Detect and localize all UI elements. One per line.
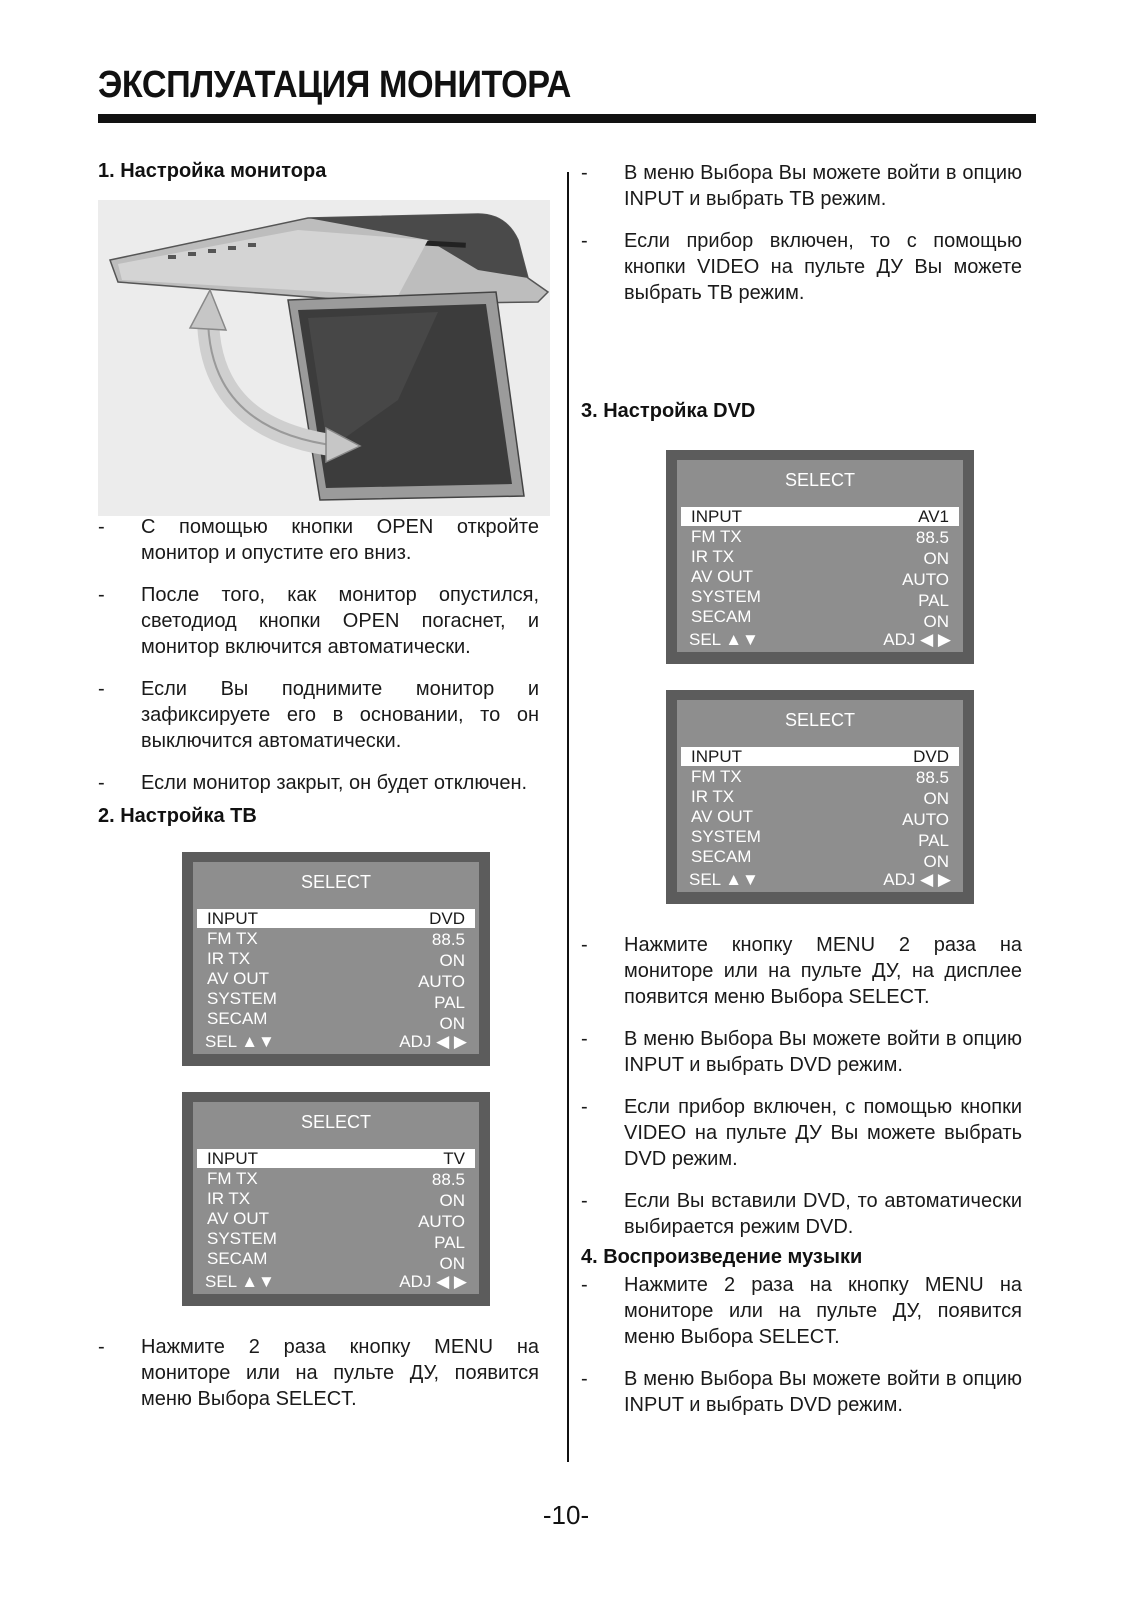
osd-value: AUTO (418, 1212, 465, 1231)
osd-adj-hint: ADJ ◀ ▶ (399, 1032, 467, 1051)
osd-select-menu-dvd-2 (666, 690, 974, 904)
osd-value: 88.5 (915, 768, 949, 787)
section-2-bullets-right (581, 160, 1022, 322)
section-4-bullets (581, 1272, 1022, 1434)
osd-select-menu-dvd-1 (666, 450, 974, 664)
osd-value: AUTO (902, 810, 949, 829)
list-item: - После того, как монитор опустился, светодиод кнопки OPEN погаснет, и монитор включится автоматически. (98, 584, 539, 658)
list-item: - В меню Выбора Вы можете войти в опцию INPUT и выбрать DVD режим. (581, 1028, 1022, 1076)
osd-label: FM TX (207, 929, 258, 948)
osd-value: ON (923, 612, 949, 631)
osd-value: PAL (918, 831, 949, 850)
osd-select-menu-tv-1 (182, 852, 490, 1066)
osd-label: SYSTEM (691, 587, 761, 606)
osd-value: ON (439, 1254, 465, 1273)
osd-value: PAL (434, 993, 465, 1012)
list-item: - Нажмите кнопку MENU 2 раза на мониторе или на пульте ДУ, на дисплее появится меню Выбора SELECT. (581, 934, 1022, 1008)
osd-value: ON (923, 549, 949, 568)
osd-label: SECAM (691, 847, 752, 866)
osd-value: AV1 (918, 507, 949, 526)
osd-sel-hint: SEL ▲▼ (205, 1032, 275, 1051)
list-item: - Нажмите 2 раза на кнопку MENU на мониторе или на пульте ДУ, появится меню Выбора SELECT. (581, 1274, 1022, 1348)
column-divider (567, 172, 569, 1462)
osd-label: IR TX (207, 949, 251, 968)
section-2-bullets-left (98, 1334, 539, 1428)
osd-title: SELECT (300, 1112, 372, 1132)
osd-value: 88.5 (431, 930, 465, 949)
osd-value: AUTO (418, 972, 465, 991)
osd-label: SYSTEM (691, 827, 761, 846)
osd-adj-hint: ADJ ◀ ▶ (883, 870, 951, 889)
title-rule (98, 114, 1036, 123)
osd-label: AV OUT (691, 807, 754, 826)
osd-label: AV OUT (207, 1209, 270, 1228)
osd-label: FM TX (691, 767, 742, 786)
osd-label: FM TX (207, 1169, 258, 1188)
osd-label: SYSTEM (207, 989, 277, 1008)
section-4-heading: 4. Воспроизведение музыки (581, 1246, 863, 1268)
osd-sel-hint: SEL ▲▼ (205, 1272, 275, 1291)
osd-value: DVD (913, 747, 949, 766)
list-item: - В меню Выбора Вы можете войти в опцию INPUT и выбрать DVD режим. (581, 1368, 1022, 1416)
osd-title: SELECT (784, 470, 856, 490)
osd-value: ON (923, 852, 949, 871)
osd-label: IR TX (691, 547, 735, 566)
section-1-heading: 1. Настройка монитора (98, 160, 327, 182)
osd-select-menu-tv-2 (182, 1092, 490, 1306)
osd-adj-hint: ADJ ◀ ▶ (883, 630, 951, 649)
osd-label: AV OUT (207, 969, 270, 988)
section-3-heading: 3. Настройка DVD (581, 400, 756, 422)
osd-label: SECAM (207, 1249, 268, 1268)
list-item: - Если прибор включен, то с помощью кнопки VIDEO на пульте ДУ Вы можете выбрать ТВ режим. (581, 230, 1022, 304)
osd-label: INPUT (207, 909, 258, 928)
list-item: - Нажмите 2 раза кнопку MENU на мониторе или на пульте ДУ, появится меню Выбора SELECT. (98, 1336, 539, 1410)
osd-value: ON (439, 1191, 465, 1210)
osd-sel-hint: SEL ▲▼ (689, 630, 759, 649)
osd-value: DVD (429, 909, 465, 928)
osd-label: AV OUT (691, 567, 754, 586)
osd-adj-hint: ADJ ◀ ▶ (399, 1272, 467, 1291)
section-2-heading: 2. Настройка ТВ (98, 805, 257, 827)
osd-label: INPUT (691, 507, 742, 526)
osd-value: ON (923, 789, 949, 808)
page-title: ЭКСПЛУАТАЦИЯ МОНИТОРА (98, 64, 571, 106)
osd-value: ON (439, 951, 465, 970)
osd-label: IR TX (691, 787, 735, 806)
osd-label: IR TX (207, 1189, 251, 1208)
list-item: - Если Вы вставили DVD, то автоматически выбирается режим DVD. (581, 1190, 1022, 1238)
osd-label: SECAM (691, 607, 752, 626)
osd-title: SELECT (300, 872, 372, 892)
list-item: - С помощью кнопки OPEN откройте монитор и опустите его вниз. (98, 516, 539, 564)
osd-sel-hint: SEL ▲▼ (689, 870, 759, 889)
section-1-bullets (98, 514, 539, 812)
section-3-bullets (581, 932, 1022, 1254)
osd-value: 88.5 (431, 1170, 465, 1189)
osd-label: SYSTEM (207, 1229, 277, 1248)
page-number: -10- (542, 1500, 590, 1530)
ceiling-monitor-illustration (98, 200, 550, 516)
osd-value: PAL (918, 591, 949, 610)
osd-value: ON (439, 1014, 465, 1033)
osd-label: INPUT (207, 1149, 258, 1168)
list-item: - В меню Выбора Вы можете войти в опцию INPUT и выбрать ТВ режим. (581, 162, 1022, 210)
list-item: - Если прибор включен, с помощью кнопки VIDEO на пульте ДУ Вы можете выбрать DVD режим. (581, 1096, 1022, 1170)
osd-label: SECAM (207, 1009, 268, 1028)
osd-title: SELECT (784, 710, 856, 730)
osd-label: FM TX (691, 527, 742, 546)
osd-value: AUTO (902, 570, 949, 589)
osd-value: TV (443, 1149, 465, 1168)
list-item: - Если Вы поднимите монитор и зафиксируете его в основании, то он выключится автоматически. (98, 678, 539, 752)
list-item: - Если монитор закрыт, он будет отключен. (98, 772, 528, 794)
osd-value: PAL (434, 1233, 465, 1252)
osd-value: 88.5 (915, 528, 949, 547)
osd-label: INPUT (691, 747, 742, 766)
